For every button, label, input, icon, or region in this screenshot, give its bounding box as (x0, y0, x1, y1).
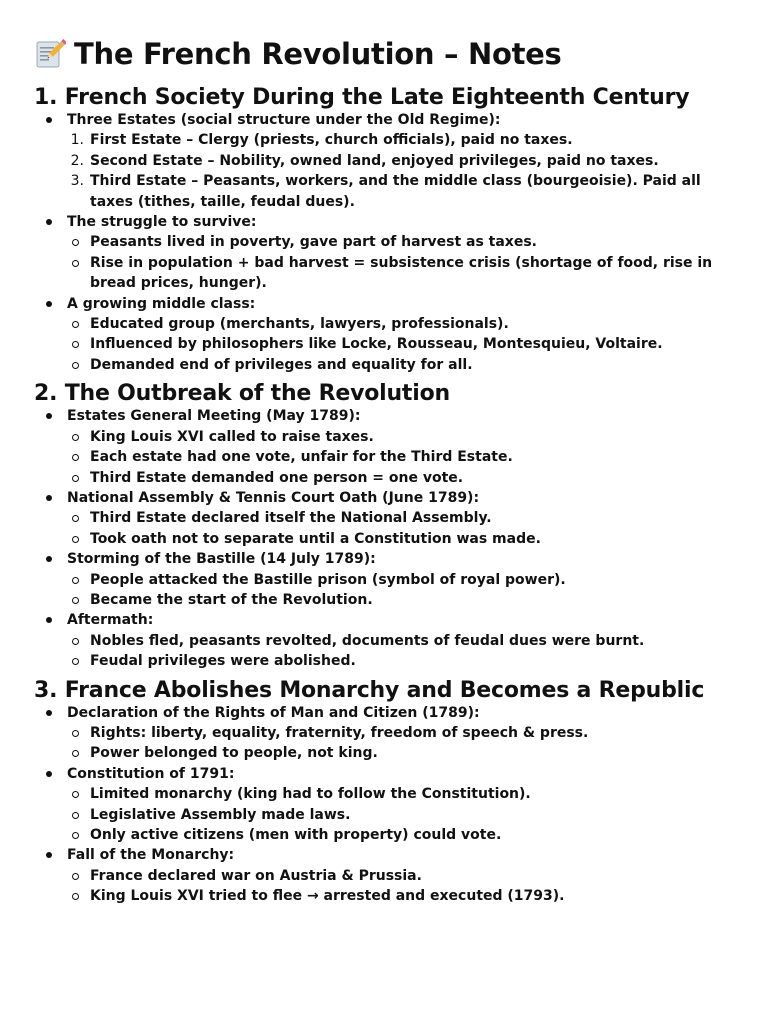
sub-list-item-text: King Louis XVI tried to flee → arrested and executed (1793). (90, 888, 565, 905)
sub-list (66, 314, 768, 375)
circle-bullet-icon (72, 638, 79, 645)
list-item-text: Estates General Meeting (May 1789): (67, 408, 361, 425)
section-heading: 1. French Society During the Late Eighteenth Century (34, 85, 690, 110)
sub-list-item (90, 468, 768, 488)
list-item-text: A growing middle class: (67, 295, 256, 312)
circle-bullet-icon (72, 832, 79, 839)
circle-bullet-icon (72, 434, 79, 441)
sub-list-item-text: King Louis XVI called to raise taxes. (90, 428, 374, 445)
circle-bullet-icon (72, 893, 79, 900)
list-item (66, 110, 768, 212)
sub-list-item-text: First Estate – Clergy (priests, church officials), paid no taxes. (90, 132, 573, 149)
sub-list-item (70, 151, 768, 171)
bullet-icon (46, 495, 52, 501)
circle-bullet-icon (72, 536, 79, 543)
sub-list-item-text: Became the start of the Revolution. (90, 591, 373, 608)
list-item (66, 549, 768, 610)
circle-bullet-icon (72, 260, 79, 267)
sub-list-item-text: Each estate had one vote, unfair for the Third Estate. (90, 449, 513, 466)
sub-list-item (90, 232, 768, 252)
list-item (66, 406, 768, 488)
sub-list-item (90, 314, 768, 334)
circle-bullet-icon (72, 812, 79, 819)
sub-list-item (90, 529, 768, 549)
sub-list-item (90, 784, 768, 804)
sub-list-item (90, 866, 768, 886)
bullet-list (34, 110, 768, 375)
title-row (34, 34, 768, 74)
list-item (66, 610, 768, 671)
sub-list-item-text: Influenced by philosophers like Locke, Rousseau, Montesquieu, Voltaire. (90, 336, 663, 353)
list-item-text: Constitution of 1791: (67, 765, 235, 782)
circle-bullet-icon (72, 454, 79, 461)
sub-list (66, 631, 768, 672)
circle-bullet-icon (72, 577, 79, 584)
list-item (66, 294, 768, 376)
list-item-text: Three Estates (social structure under the Old Regime): (67, 112, 501, 128)
sub-list-item-text: Feudal privileges were abolished. (90, 653, 356, 670)
sub-list-item-text: Third Estate – Peasants, workers, and the middle class (bourgeoisie). Paid all taxes (tithes, taille, feudal dues). (90, 173, 701, 210)
list-number: 3. (70, 173, 84, 190)
sub-list-item-text: People attacked the Bastille prison (symbol of royal power). (90, 571, 566, 588)
bullet-icon (46, 117, 52, 123)
bullet-icon (46, 852, 52, 858)
bullet-icon (46, 556, 52, 562)
circle-bullet-icon (72, 658, 79, 665)
sub-list-item-text: France declared war on Austria & Prussia. (90, 867, 422, 884)
sub-list-item-text: Nobles fled, peasants revolted, documents of feudal dues were burnt. (90, 632, 645, 649)
sub-list (66, 427, 768, 488)
sub-list-item (90, 886, 768, 906)
sub-list-item (90, 427, 768, 447)
sub-list-item (90, 570, 768, 590)
circle-bullet-icon (72, 730, 79, 737)
bullet-icon (46, 301, 52, 307)
circle-bullet-icon (72, 239, 79, 246)
circle-bullet-icon (72, 341, 79, 348)
sub-list-item (90, 590, 768, 610)
circle-bullet-icon (72, 362, 79, 369)
sub-list-item-text: Demanded end of privileges and equality for all. (90, 356, 473, 373)
list-number: 1. (70, 132, 84, 149)
bullet-icon (46, 413, 52, 419)
sub-list-item-text: Peasants lived in poverty, gave part of harvest as taxes. (90, 234, 537, 251)
circle-bullet-icon (72, 475, 79, 482)
list-item-text: Aftermath: (67, 612, 154, 629)
bullet-icon (46, 771, 52, 777)
list-item (66, 212, 768, 294)
sub-list-item-text: Limited monarchy (king had to follow the Constitution). (90, 786, 531, 803)
sub-list-item-text: Third Estate demanded one person = one vote. (90, 469, 464, 486)
circle-bullet-icon (72, 597, 79, 604)
circle-bullet-icon (72, 515, 79, 522)
list-item-text: Storming of the Bastille (14 July 1789): (67, 551, 376, 568)
sub-list-item-text: Rights: liberty, equality, fraternity, freedom of speech & press. (90, 724, 589, 741)
list-item (66, 764, 768, 846)
sub-list (66, 723, 768, 764)
sub-list-item (90, 805, 768, 825)
circle-bullet-icon (72, 750, 79, 757)
bullet-icon (46, 710, 52, 716)
bullet-icon (46, 617, 52, 623)
sub-list-item-text: Third Estate declared itself the National Assembly. (90, 510, 492, 527)
list-item (66, 703, 768, 764)
sub-list-item-text: Second Estate – Nobility, owned land, enjoyed privileges, paid no taxes. (90, 152, 659, 169)
sub-list-item-text: Educated group (merchants, lawyers, professionals). (90, 316, 509, 333)
sub-list-item-text: Legislative Assembly made laws. (90, 806, 351, 823)
sub-list-item-text: Rise in population + bad harvest = subsistence crisis (shortage of food, rise in bread prices, hunger). (90, 254, 713, 292)
sub-list-item (70, 130, 768, 150)
section-heading: 3. France Abolishes Monarchy and Becomes a Republic (34, 677, 705, 703)
sub-list-item (90, 631, 768, 651)
bullet-list (34, 703, 768, 907)
list-item-text: Fall of the Monarchy: (67, 847, 235, 864)
circle-bullet-icon (72, 791, 79, 798)
sub-list (66, 570, 768, 611)
sub-list (66, 130, 768, 212)
sub-list-item (70, 171, 768, 212)
sub-list-item (90, 743, 768, 763)
sub-list-item-text: Took oath not to separate until a Constitution was made. (90, 530, 541, 547)
sub-list-item (90, 825, 768, 845)
circle-bullet-icon (72, 873, 79, 880)
sub-list-item (90, 253, 768, 294)
circle-bullet-icon (72, 321, 79, 328)
sub-list-item (90, 355, 768, 375)
list-number: 2. (70, 152, 84, 169)
list-item-text: The struggle to survive: (67, 214, 257, 231)
section-heading: 2. The Outbreak of the Revolution (34, 381, 450, 407)
list-item (66, 488, 768, 549)
sub-list (66, 232, 768, 293)
page-title: The French Revolution – Notes (74, 37, 562, 71)
sub-list-item (90, 447, 768, 467)
list-item-text: National Assembly & Tennis Court Oath (June 1789): (67, 489, 480, 506)
sub-list-item-text: Only active citizens (men with property) could vote. (90, 827, 502, 843)
bullet-list (34, 406, 768, 671)
sections-container (34, 85, 768, 907)
list-item (66, 845, 768, 906)
memo-icon (34, 38, 66, 70)
list-item-text: Declaration of the Rights of Man and Citizen (1789): (67, 704, 480, 721)
sub-list-item (90, 723, 768, 743)
sub-list-item (90, 651, 768, 671)
sub-list (66, 508, 768, 549)
sub-list (66, 784, 768, 845)
sub-list (66, 866, 768, 907)
sub-list-item-text: Power belonged to people, not king. (90, 745, 378, 762)
sub-list-item (90, 508, 768, 528)
bullet-icon (46, 219, 52, 225)
sub-list-item (90, 334, 768, 354)
